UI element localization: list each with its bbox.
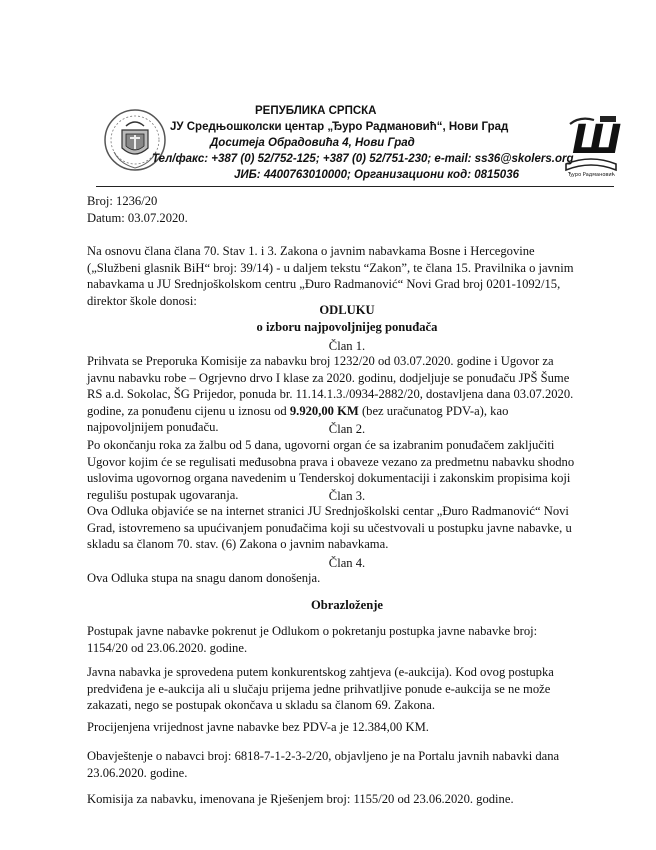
reasoning-line: predviđena je e-aukcija ali u slučaju prijema jedne prihvatljive ponude e-aukcija se ne može — [87, 681, 551, 696]
article-line: uslovima ugovornog organa navedenim u Tenderskoj dokumentaciji i zakonskim propisima koji — [87, 471, 571, 486]
intro-line: direktor škole donosi: — [87, 293, 197, 308]
header-school-name: ЈУ Средњошколски центар „Ђуро Радмановић“, Нови Град — [170, 121, 509, 133]
reasoning-line: 23.06.2020. godine. — [87, 765, 188, 780]
header-address: Доситеја Обрадовића 4, Нови Град — [210, 137, 415, 149]
article-line: Ugovor kojim će se regulisati međusobna prava i obaveze vezano za predmetnu nabavku shodno — [87, 454, 575, 469]
price-tail: (bez uračunatog PDV-a), kao — [361, 403, 509, 418]
article-line: Po okončanju roka za žalbu od 5 dana, ugovorni organ će sa izabranim ponuđačem zaključiti — [87, 438, 555, 452]
price-lead: godine, za ponuđenu cijenu u iznosu od — [87, 403, 287, 418]
decision-subtitle: o izboru najpovoljnijeg ponuđača — [256, 320, 438, 334]
logo-letter: Ш — [572, 117, 622, 163]
header-contact: Тел/факс: +387 (0) 52/752-125; +387 (0) 52/751-230; e-mail: ss36@skolers.org — [152, 153, 574, 165]
document-number: Broj: 1236/20 — [87, 194, 158, 208]
reasoning-line: zakazati, nego se postupak okončava u skladu sa članom 69. Zakona. — [87, 698, 435, 713]
article-2-heading: Član 2. — [328, 422, 366, 436]
header-ids: ЈИБ: 4400763010000; Организациони код: 0815036 — [234, 169, 519, 181]
article-line — [87, 403, 607, 420]
article-line: Ova Odluka stupa na snagu danom donošenja. — [87, 571, 321, 585]
article-line: Ova Odluka objaviće se na internet stranici JU Srednjoškolski centar „Đuro Radmanović“ Novi — [87, 504, 569, 518]
article-line: Prihvata se Preporuka Komisije za nabavku broj 1232/20 od 03.07.2020. godine i Ugovor za — [87, 354, 554, 368]
intro-paragraph — [87, 243, 607, 309]
header-divider — [96, 186, 614, 187]
reasoning-paragraph-1 — [87, 623, 607, 656]
reasoning-paragraph-4 — [87, 748, 607, 781]
intro-line: nabavkama u JU Srednjoškolskom centru „Đuro Radmanović“ Novi Grad broj 0201-1092/15, — [87, 277, 561, 292]
reasoning-paragraph-5 — [87, 791, 607, 808]
article-3-heading: Član 3. — [328, 489, 366, 503]
reasoning-line: Postupak javne nabavke pokrenut je Odlukom o pokretanju postupka javne nabavke broj: — [87, 624, 538, 638]
intro-line: Na osnovu člana člana 70. Stav 1. i 3. Zakona o javnim nabavkama Bosne i Hercegovine — [87, 244, 535, 258]
decision-title: ODLUKU — [319, 303, 375, 317]
reasoning-title: Obrazloženje — [310, 598, 384, 612]
article-line: skladu sa članom 70. stav. (6) Zakona o javnim nabavkama. — [87, 537, 389, 552]
article-4-heading: Član 4. — [328, 556, 366, 570]
article-line: javnu nabavku robe – Ogrjevno drvo I klase za 2020. godinu, dodjeljuje se ponuđaču JPŠ Šume — [87, 370, 570, 385]
reasoning-line: Obavještenje o nabavci broj: 6818-7-1-2-3-2/20, objavljeno je na Portalu javnih nabavki dana — [87, 749, 560, 763]
article-3-body — [87, 503, 607, 553]
reasoning-paragraph-2 — [87, 664, 607, 714]
article-1-heading: Član 1. — [328, 339, 366, 353]
logo-caption: Ђуро Радмановић — [568, 172, 615, 178]
price-amount: 9.920,00 KM — [289, 403, 359, 418]
intro-line: („Službeni glasnik BiH“ broj: 39/14) - u daljem tekstu “Zakon”, te člana 15. Pravilnika o javnim — [87, 260, 574, 275]
reasoning-line: Javna nabavka je sprovedena putem konkurentskog zahtjeva (e-aukcija). Kod ovog postupka — [87, 665, 554, 679]
reasoning-line: 1154/20 od 23.06.2020. godine. — [87, 640, 248, 655]
header-title: РЕПУБЛИКА СРПСКА — [255, 105, 377, 117]
article-4-body — [87, 570, 607, 587]
reasoning-paragraph-3 — [87, 719, 607, 736]
document-date: Datum: 03.07.2020. — [87, 211, 188, 225]
article-line: najpovoljnijem ponuđaču. — [87, 420, 219, 435]
reasoning-line: Komisija za nabavku, imenovana je Rješenjem broj: 1155/20 od 23.06.2020. godine. — [87, 792, 514, 806]
reasoning-line: Procijenjena vrijednost javne nabavke bez PDV-a je 12.384,00 KM. — [87, 720, 429, 734]
article-line: RS a.d. Sokolac, ŠG Prijedor, ponuda br. 11.14.1.3./0934-2882/20, dostavljena dana 03.07.2020. — [87, 387, 574, 402]
republic-crest-logo — [102, 104, 168, 176]
school-logo — [560, 110, 622, 180]
article-line: Grad, istovremeno sa upućivanjem ponuđačima koji su učestvovali u postupku javne nabavke, u — [87, 520, 572, 535]
article-line: regulišu postupak ugovaranja. — [87, 487, 239, 502]
